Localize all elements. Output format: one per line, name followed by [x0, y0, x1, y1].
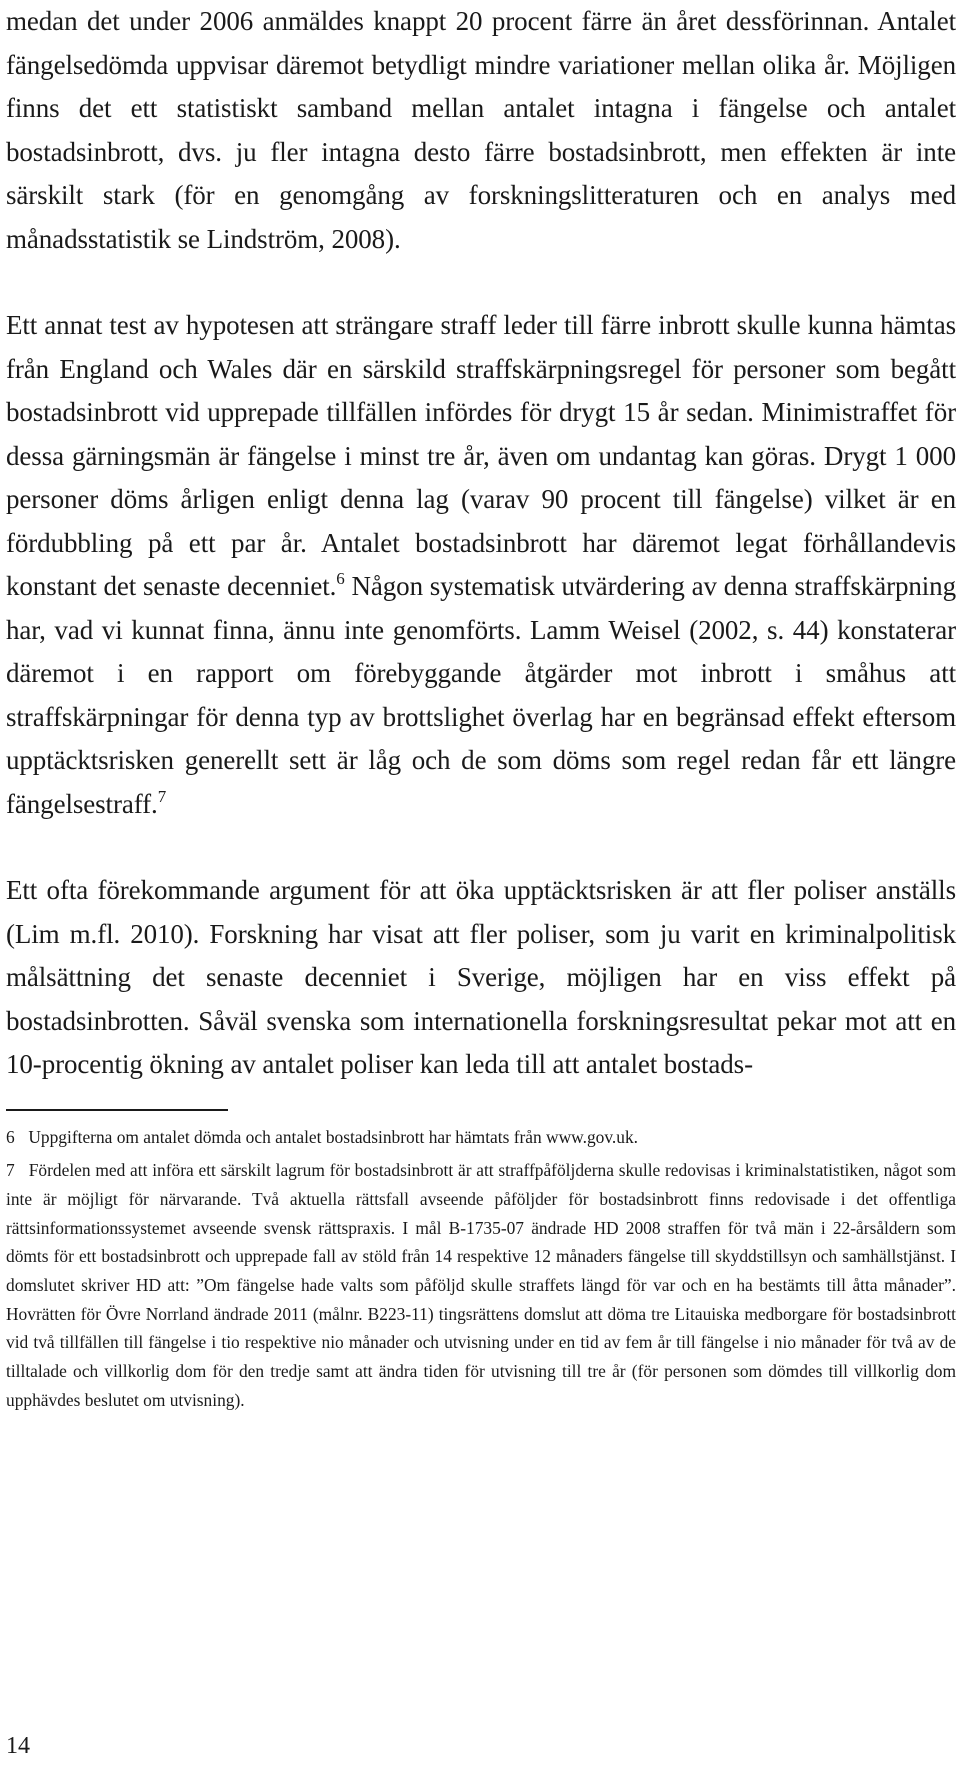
paragraph-2-part-b: Någon systematisk utvärdering av denna straffskärpning har, vad vi kunnat finna, ännu inte genomförts. Lamm Weisel (2002, s. 44) konstaterar däremot i en rapport om förebyggande åtgärder mot inbrott i småhus att straffskärpningar för denna typ av brottslighet överlag har en begränsad effekt eftersom upptäcktsrisken generellt sett är låg och de som döms som regel redan får ett längre fängelsestraff.: [6, 571, 956, 819]
footnote-7: [6, 1156, 956, 1414]
body-text: [6, 0, 956, 1087]
footnote-number: 7: [6, 1160, 15, 1181]
footnote-ref-6[interactable]: 6: [336, 569, 345, 588]
paragraph-2: [6, 304, 956, 826]
paragraph-2-part-a: Ett annat test av hypotesen att strängare straff leder till färre inbrott skulle kunna hämtas från England och Wales där en särskild straffskärpningsregel för personer som begått bostadsinbrott vid upprepade tillfällen infördes för drygt 15 år sedan. Minimistraffet för dessa gärningsmän är fängelse i minst tre år, även om undantag kan göras. Drygt 1 000 personer döms årligen enligt denna lag (varav 90 procent till fängelse) vilket är en fördubbling på ett par år. Antalet bostadsinbrott har däremot legat förhållandevis konstant det senaste decenniet.: [6, 310, 956, 601]
footnote-text: Uppgifterna om antalet dömda och antalet bostadsinbrott har hämtats från www.gov.uk.: [28, 1126, 638, 1147]
footnote-number: 6: [6, 1126, 15, 1147]
footnote-ref-7[interactable]: 7: [157, 786, 167, 806]
document-page: [6, 0, 956, 1415]
paragraph-1: medan det under 2006 anmäldes knappt 20 procent färre än året dessförinnan. Antalet fängelsedömda uppvisar däremot betydligt mindre variationer mellan olika år. Möjligen finns det ett statistiskt samband mellan antalet intagna i fängelse och antalet bostadsinbrott, dvs. ju fler intagna desto färre bostadsinbrott, men effekten är inte särskilt stark (för en genomgång av forskningslitteraturen och en analys med månadsstatistik se Lindström, 2008).: [6, 6, 956, 254]
footnotes: [6, 1123, 956, 1415]
footnote-separator: [6, 1109, 228, 1111]
footnote-text: Fördelen med att införa ett särskilt lagrum för bostadsinbrott är att straffpåföljderna skulle redovisas i kriminalstatistiken, något som inte är möjligt för närvarande. Två aktuella rättsfall avseende påföljder för bostadsinbrott finns redovisade i det offentliga rättsinformationssystemet avseende svensk rättspraxis. I mål B-1735-07 ändrade HD 2008 straffen för två män i 22-årsåldern som dömts för ett bostadsinbrott och upprepade fall av stöld från 14 respektive 12 månaders fängelse till skyddstillsyn och samhällstjänst. I domslutet skriver HD att: ”Om fängelse hade valts som påföljd skulle straffets längd för var och en ha bestämts till åtta månader”. Hovrätten för Övre Norrland ändrade 2011 (målnr. B223-11) tingsrättens domslut att döma tre Litauiska medborgare för bostadsinbrott vid två tillfällen till fängelse i tio respektive nio månader och utvisning under en tid av fem år till fängelse i nio månader för två av de tilltalade och villkorlig dom för den tredje samt att ändra tiden för utvisning till tre år (för personen som dömdes till villkorlig dom upphävdes beslutet om utvisning).: [6, 1160, 956, 1410]
footnote-6: [6, 1123, 956, 1152]
page-number: 14: [6, 1733, 30, 1759]
paragraph-3: Ett ofta förekommande argument för att öka upptäcktsrisken är att fler poliser anställs (Lim m.fl. 2010). Forskning har visat att fler poliser, som ju varit en kriminalpolitisk målsättning det senaste decenniet i Sverige, möjligen har en viss effekt på bostadsinbrotten. Såväl svenska som internationella forskningsresultat pekar mot att en 10-procentig ökning av antalet poliser kan leda till att antalet bostads-: [6, 875, 956, 1079]
